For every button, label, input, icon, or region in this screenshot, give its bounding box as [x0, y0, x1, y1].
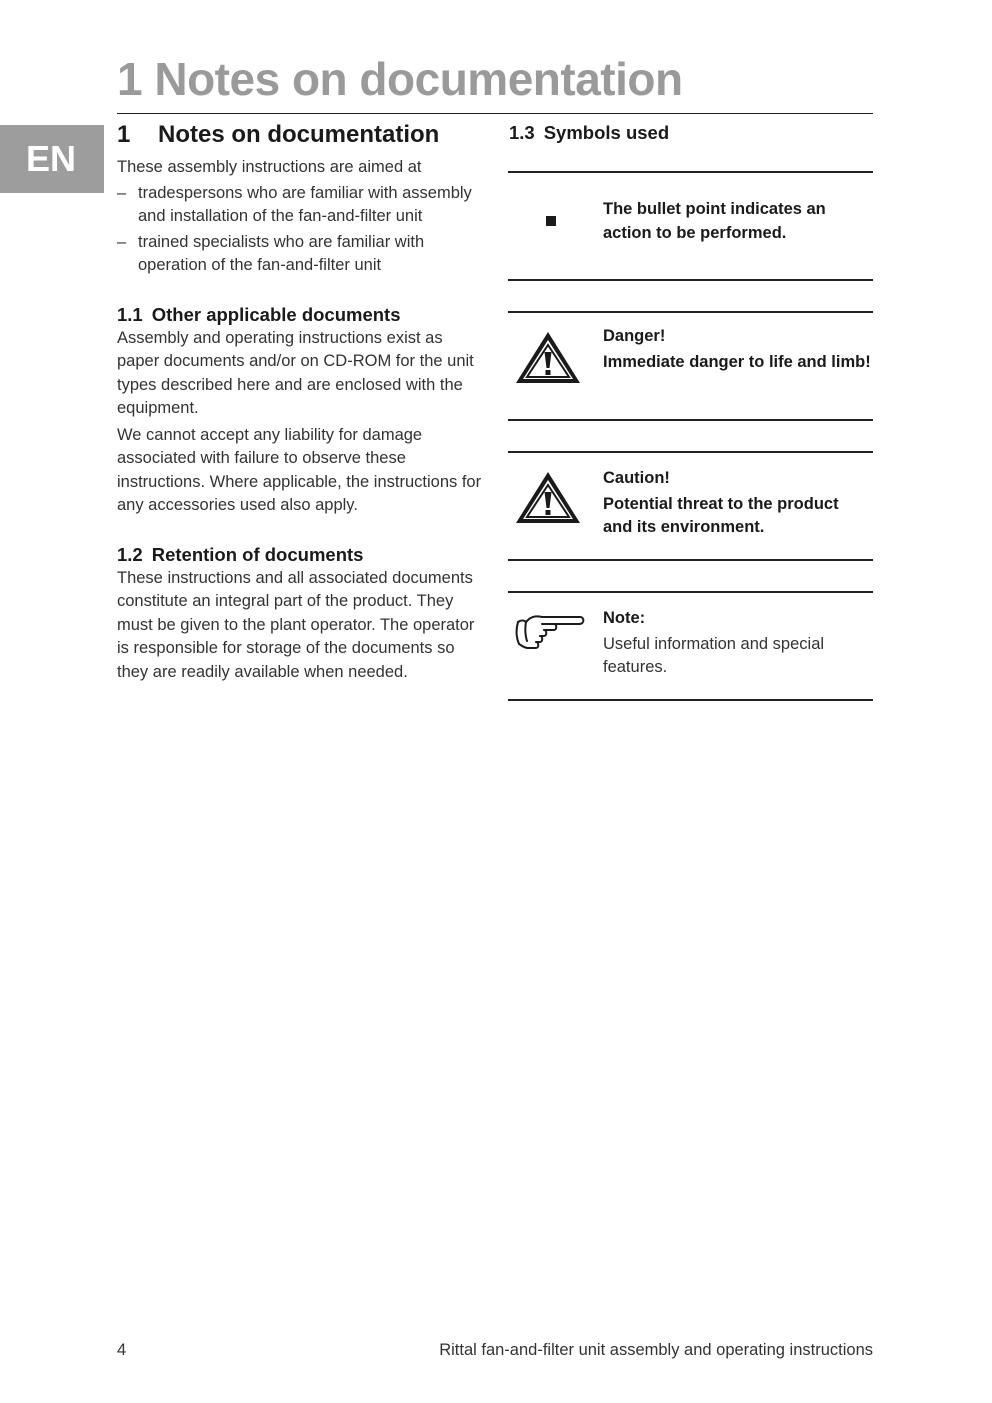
language-tab: EN — [0, 125, 104, 193]
title-rule — [117, 113, 873, 114]
caution-heading: Caution! — [603, 469, 670, 487]
note-heading: Note: — [603, 609, 646, 627]
list-item: – tradespersons who are familiar with assembly and installation of the fan-and-filter unit — [117, 182, 482, 229]
pointing-hand-icon — [514, 613, 588, 653]
danger-text — [603, 325, 871, 374]
section-1-2-heading — [117, 543, 482, 567]
audience-list — [117, 182, 482, 278]
section-1-3-title: Symbols used — [543, 122, 670, 143]
bullet-description: The bullet point indicates an action to be performed. — [603, 200, 826, 242]
symbol-box-bullet — [508, 171, 873, 281]
section-1-2-number: 1.2 — [117, 543, 143, 565]
section-1-intro: These assembly instructions are aimed at — [117, 158, 422, 176]
section-1-1-paragraph: We cannot accept any liability for damage associated with failure to observe these instructions. Where applicable, the instructions for any accessories used also apply. — [117, 425, 482, 514]
list-item: – trained specialists who are familiar with operation of the fan-and-filter unit — [117, 231, 482, 278]
section-1-2-title: Retention of documents — [151, 543, 364, 565]
page-number: 4 — [117, 1341, 127, 1359]
note-text — [603, 607, 871, 680]
caution-text — [603, 467, 871, 540]
warning-triangle-icon — [514, 330, 582, 386]
right-column — [508, 118, 873, 676]
section-1-title: Notes on documentation — [158, 121, 440, 148]
symbol-box-caution — [508, 451, 873, 561]
section-1-1-number: 1.1 — [117, 303, 143, 325]
note-description: Useful information and special features. — [603, 634, 825, 676]
section-1-heading — [117, 118, 482, 152]
footer-document-title: Rittal fan-and-filter unit assembly and operating instructions — [439, 1341, 873, 1359]
section-1-1-paragraph: Assembly and operating instructions exist as paper documents and/or on CD-ROM for the unit types described here and are enclosed with the equipment. — [117, 328, 474, 417]
page-title: 1 Notes on documentation — [117, 53, 683, 105]
left-column — [117, 118, 482, 684]
danger-description: Immediate danger to life and limb! — [603, 352, 871, 371]
caution-description: Potential threat to the product and its environment. — [603, 494, 839, 536]
warning-triangle-icon — [514, 470, 582, 526]
section-1-1-heading — [117, 303, 482, 327]
section-1-number: 1 — [117, 121, 131, 148]
section-1-3-heading — [509, 121, 873, 145]
section-1-2-paragraph: These instructions and all associated documents constitute an integral part of the product. They must be given to the plant operator. The operator is responsible for storage of the documents so they are readily available when needed. — [117, 568, 475, 681]
section-1-3-number: 1.3 — [509, 122, 535, 143]
section-1-1-title: Other applicable documents — [151, 303, 401, 325]
square-bullet-icon — [546, 216, 556, 226]
symbol-box-danger — [508, 311, 873, 421]
danger-heading: Danger! — [603, 327, 666, 345]
symbol-box-note — [508, 591, 873, 701]
